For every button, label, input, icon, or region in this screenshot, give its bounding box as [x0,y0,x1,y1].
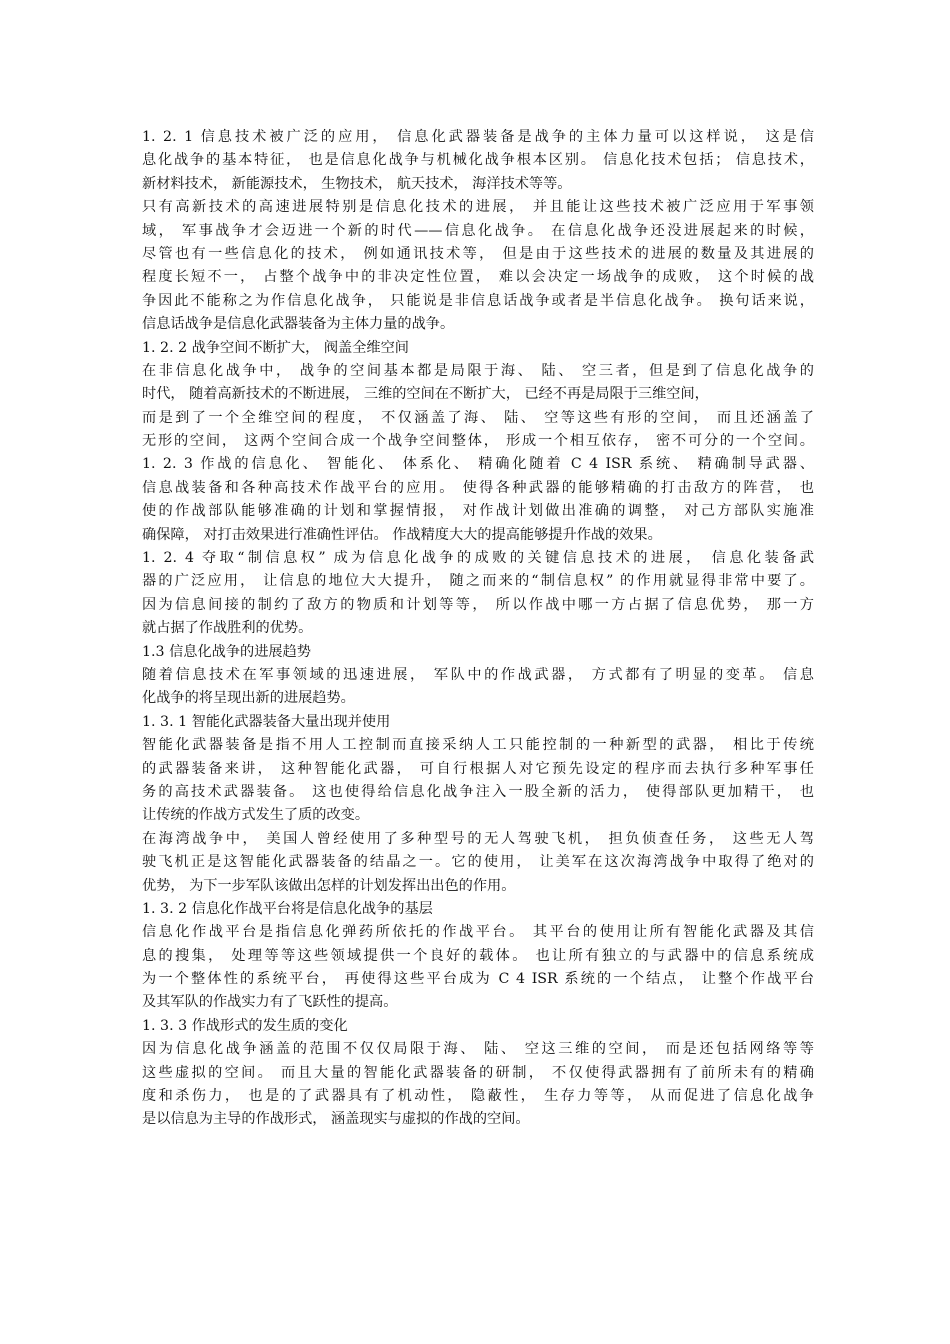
text-line: 务的高技术武器装备。 这也使得给信息化战争注入一股全新的活力， 使得部队更加精干， 也 [142,783,814,800]
text-line: 信息战装备和各种高技术作战平台的应用。 使得各种武器的能够精确的打击敌方的阵营， 也 [142,479,814,496]
text-line: 在非信息化战争中， 战争的空间基本都是局限于海、 陆、 空三者，但是到了信息化战争的 [142,362,814,379]
text-line: 新材料技术， 新能源技术， 生物技术， 航天技术， 海洋技术等等。 [142,175,572,192]
text-line: 程度长短不一， 占整个战争中的非决定性位置， 难以会决定一场战争的成败， 这个时候的战 [142,269,814,286]
text-line: 驶飞机正是这智能化武器装备的结晶之一。它的使用， 让美军在这次海湾战争中取得了绝对的 [142,854,814,871]
text-line: 因为信息间接的制约了敌方的物质和计划等等， 所以作战中哪一方占据了信息优势， 那一方 [142,596,814,613]
text-line: 因为信息化战争涵盖的范围不仅仅局限于海、 陆、 空这三维的空间， 而是还包括网络等等 [142,1041,814,1058]
text-line: 让传统的作战方式发生了质的改变。 [142,807,370,824]
text-line: 确保障， 对打击效果进行准确性评估。 作战精度大大的提高能够提升作战的效果。 [142,526,662,543]
text-line: 1. 3. 2 信息化作战平台将是信息化战争的基层 [142,900,433,917]
text-line: 这些虚拟的空间。 而且大量的智能化武器装备的研制， 不仅使得武器拥有了前所未有的精确 [142,1064,814,1081]
text-line: 化战争的将呈现出新的进展趋势。 [142,690,355,707]
text-line: 度和杀伤力， 也是的了武器具有了机动性， 隐蔽性， 生存力等等， 从而促进了信息化战争 [142,1088,814,1105]
text-line: 1. 2. 4 夺取“制信息权” 成为信息化战争的成败的关键信息技术的进展， 信息化装备武 [142,550,814,567]
text-line: 尽管也有一些信息化的技术， 例如通讯技术等， 但是由于这些技术的进展的数量及其进展的 [142,245,814,262]
text-line: 1. 2. 3 作战的信息化、 智能化、 体系化、 精确化随着 C 4 ISR 系统、 精确制导武器、 [142,456,814,473]
text-line: 1. 3. 3 作战形式的发生质的变化 [142,1017,348,1034]
text-line: 1. 2. 1 信息技术被广泛的应用， 信息化武器装备是战争的主体力量可以这样说， 这是信 [142,129,814,145]
text-line: 优势， 为下一步军队该做出怎样的计划发挥出出色的作用。 [142,877,516,894]
text-line: 时代， 随着高新技术的不断进展， 三维的空间在不断扩大， 已经不再是局限于三维空间， [142,386,709,403]
text-line: 及其军队的作战实力有了飞跃性的提高。 [142,994,398,1011]
text-line: 在海湾战争中， 美国人曾经使用了多种型号的无人驾驶飞机， 担负侦查任务， 这些无人驾 [142,830,814,847]
document-page [142,126,814,1132]
text-line: 器的广泛应用， 让信息的地位大大提升， 随之而来的“制信息权” 的作用就显得非常中要了。 [142,573,814,590]
text-line: 信息话战争是信息化武器装备为主体力量的战争。 [142,316,455,333]
text-line: 1. 2. 2 战争空间不断扩大， 阀盖全维空间 [142,339,409,356]
text-line: 为一个整体性的系统平台， 再使得这些平台成为 C 4 ISR 系统的一个结点， 让整个作战平台 [142,971,814,988]
text-line: 随着信息技术在军事领域的迅速进展， 军队中的作战武器， 方式都有了明显的变革。 信息 [142,666,814,683]
text-line: 只有高新技术的高速进展特别是信息化技术的进展， 并且能让这些技术被广泛应用于军事领 [142,199,814,216]
text-line: 信息化作战平台是指信息化弹药所依托的作战平台。 其平台的使用让所有智能化武器及其信 [142,924,814,941]
text-line: 1.3 信息化战争的进展趋势 [142,643,311,660]
text-line: 息化战争的基本特征， 也是信息化战争与机械化战争根本区别。 信息化技术包括； 信息技术， [142,152,814,169]
text-line: 使的作战部队能够准确的计划和掌握情报， 对作战计划做出准确的调整， 对己方部队实施准 [142,503,814,520]
text-line: 域， 军事战争才会迈进一个新的时代——信息化战争。 在信息化战争还没进展起来的时候， [142,222,814,239]
text-line: 是以信息为主导的作战形式， 涵盖现实与虚拟的作战的空间。 [142,1111,530,1128]
text-line: 1. 3. 1 智能化武器装备大量出现并使用 [142,713,391,730]
text-line: 无形的空间， 这两个空间合成一个战争空间整体， 形成一个相互依存， 密不可分的一个空间。 [142,433,814,450]
text-line: 而是到了一个全维空间的程度， 不仅涵盖了海、 陆、 空等这些有形的空间， 而且还涵盖了 [142,409,814,426]
text-line: 息的搜集， 处理等等这些领域提供一个良好的载体。 也让所有独立的与武器中的信息系统成 [142,947,814,964]
text-line: 争因此不能称之为作信息化战争， 只能说是非信息话战争或者是半信息化战争。 换句话来说， [142,292,814,309]
text-line: 的武器装备来讲， 这种智能化武器， 可自行根据人对它预先设定的程序而去执行多种军事任 [142,760,814,777]
text-line: 就占据了作战胜利的优势。 [142,620,313,637]
text-line: 智能化武器装备是指不用人工控制而直接采纳人工只能控制的一种新型的武器， 相比于传统 [142,737,814,754]
